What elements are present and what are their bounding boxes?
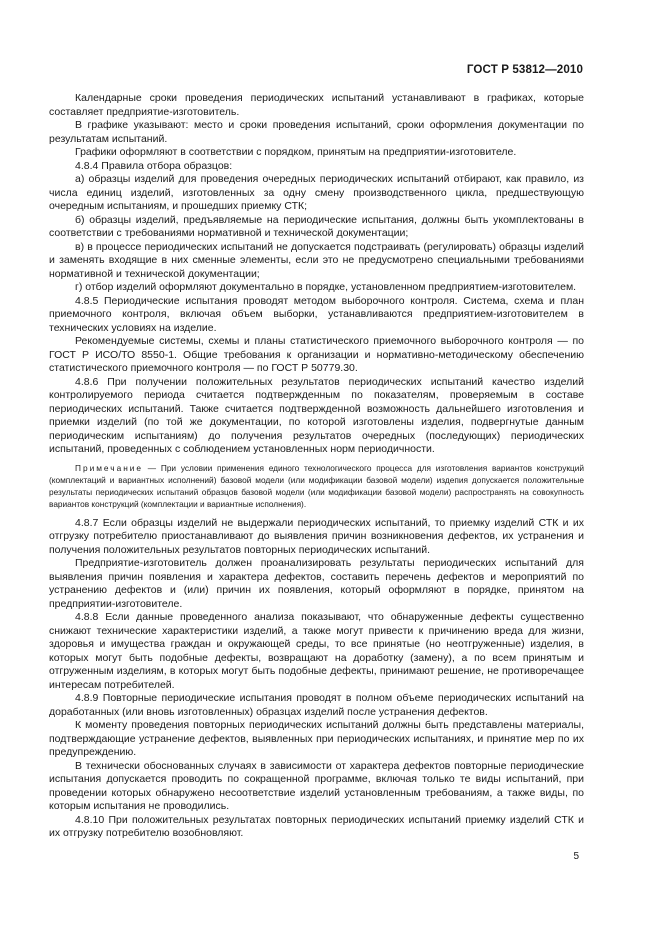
- paragraph: Рекомендуемые системы, схемы и планы статистического приемочного выборочного контроля — по ГОСТ Р ИСО/ТО 8550-1. Общие требования к организации и нормативно-методическому обеспечению статистического приемочного контроля — по ГОСТ Р 50779.30.: [49, 335, 584, 374]
- note: [49, 462, 584, 511]
- paragraph: К моменту проведения повторных периодических испытаний должны быть представлены материалы, подтверждающие устранение дефектов, выявленных при периодических испытаниях, и принятие мер по их предупреждению.: [49, 719, 584, 759]
- paragraph: 4.8.9 Повторные периодические испытания проводят в полном объеме периодических испытаний на доработанных (или вновь изготовленных) образцах изделий после устранения дефектов.: [49, 692, 584, 718]
- document-body: [49, 92, 584, 841]
- paragraph: в) в процессе периодических испытаний не допускается подстраивать (регулировать) образцы изделий и заменять входящие в них сменные элементы, если это не предусмотрено специальными требованиями нормативной и технической документации;: [49, 240, 584, 280]
- paragraph: г) отбор изделий оформляют документально в порядке, установленном предприятием-изготовителем.: [75, 281, 577, 293]
- paragraph: Графики оформляют в соответствии с порядком, принятым на предприятии-изготовителе.: [75, 146, 517, 158]
- page-number: 5: [573, 851, 579, 862]
- note-text: — При условии применения единого технологического процесса для изготовления вариантов конструкций (комплектаций и вариантных исполнений) базовой модели (или модификации базовой модели) издепия допускается положительные результаты периодических испытаний образцов базовой модели (или модификации базовой модели) распространять на совокупность вариантов конструкций (комплектации и вариантные исполнения).: [49, 462, 584, 510]
- paragraph: В технически обоснованных случаях в зависимости от характера дефектов повторные периодические испытания допускается проводить по сокращенной программе, включая только те виды испытаний, при проведении которых обнаружено несоответствие изделий установленным требованиям, а также виды, по которым испытания не проводились.: [49, 759, 584, 813]
- paragraph: б) образцы изделий, предъявляемые на периодические испытания, должны быть укомплектованы в соответствии с требованиями нормативной и технической документации;: [49, 213, 584, 239]
- note-label: Примечание: [75, 462, 144, 473]
- paragraph: 4.8.8 Если данные проведенного анализа показывают, что обнаруженные дефекты существенно снижают технические характеристики изделий, а также могут привести к причинению вреда для жизни, здоровья и имущества граждан и окружающей среды, то все принятые (но неотгруженные) изделия, в которых могут быть подобные дефекты, возвращают на доработку (замену), а по всем принятым и отгруженным изделиям, в которых могут быть подобные дефекты, принимают решение, не противоречащее интересам потребителей.: [49, 611, 584, 691]
- paragraph: а) образцы изделий для проведения очередных периодических испытаний отбирают, как правило, из числа единиц изделий, изготовленных за одну смену производственного цикла, предшествующую очередным испытаниям, и прошедших приемку СТК;: [49, 173, 584, 212]
- paragraph: 4.8.5 Периодические испытания проводят методом выборочного контроля. Система, схема и план приемочного контроля, включая объем выборки, устанавливаются предприятием-изготовителем в технических условиях на изделие.: [49, 294, 584, 334]
- paragraph: 4.8.7 Если образцы изделий не выдержали периодических испытаний, то приемку изделий СТК и их отгрузку потребителю приостанавливают до выявления причин возникновения дефектов, их устранения и получения положительных результатов повторных периодических испытаний.: [49, 516, 584, 556]
- paragraph: 4.8.4 Правила отбора образцов:: [75, 159, 233, 172]
- paragraph: Календарные сроки проведения периодических испытаний устанавливают в графиках, которые составляет предприятие-изготовитель.: [49, 92, 584, 118]
- paragraph: Предприятие-изготовитель должен проанализировать результаты периодических испытаний для выявления причин появления и характера дефектов, составить перечень дефектов и мероприятий по устранению дефектов и (или) причин их появления, который оформляют в порядке, принятом на предприятии-изготовителе.: [49, 557, 584, 610]
- document-header: ГОСТ Р 53812—2010: [466, 63, 583, 76]
- paragraph: В графике указывают: место и сроки проведения испытаний, сроки оформления документации по результатам испытаний.: [49, 119, 584, 145]
- paragraph: 4.8.6 При получении положительных результатов периодических испытаний качество изделий контролируемого периода считается подтвержденным по показателям, проверяемым в составе периодических испытаний. Также считается подтвержденной возможность дальнейшего изготовления и приемки изделий (по той же документации, по которой изготовлены изделия, подвергнутые данным периодическим испытаниям) до получения результатов очередных (последующих) периодических испытаний, проведенных с соблюдением установленных норм периодичности.: [49, 375, 584, 455]
- paragraph: 4.8.10 При положительных результатах повторных периодических испытаний приемку изделий СТК и их отгрузку потребителю возобновляют.: [49, 813, 584, 840]
